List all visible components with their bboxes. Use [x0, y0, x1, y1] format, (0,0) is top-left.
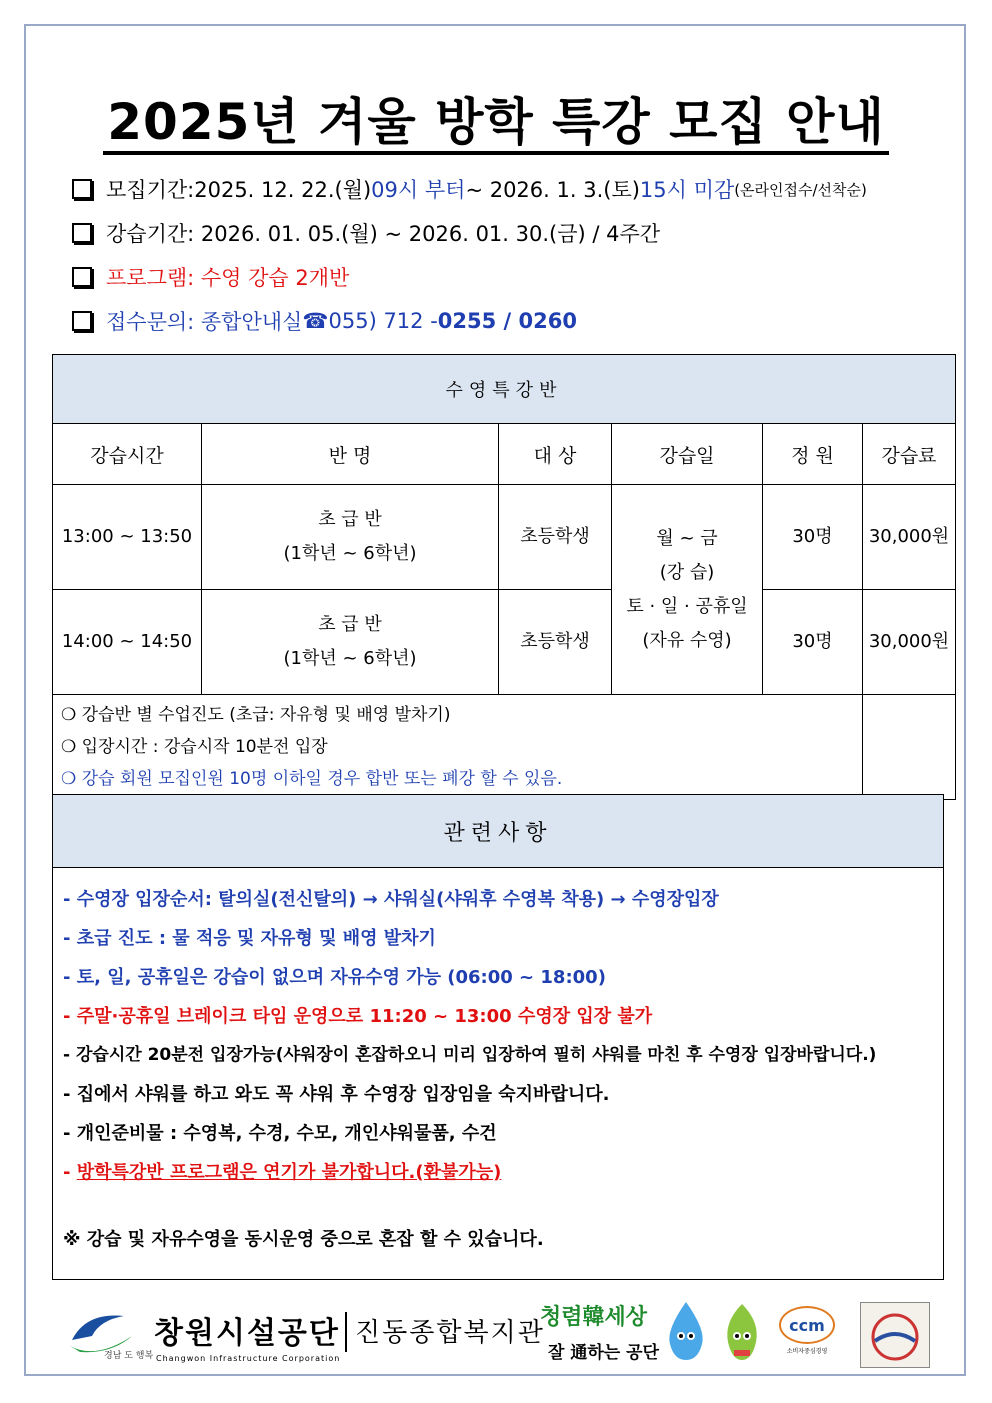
footer-divider — [345, 1312, 347, 1352]
checkbox-icon — [72, 223, 92, 243]
class-name: 초 급 반 — [318, 509, 382, 530]
class-days: 월 ~ 금 (강 습) 토 · 일 · 공휴일 (자유 수영) — [612, 485, 763, 695]
table-row — [53, 590, 956, 695]
related-info-box — [52, 794, 944, 1280]
info-program: 프로그램: 수영 강습 2개반 — [72, 262, 349, 292]
column-header: 대 상 — [499, 424, 612, 485]
related-item: - 방학특강반 프로그램은 연기가 불가합니다.(환불가능) — [63, 1162, 502, 1183]
welfare-center-name: 진동종합복지관 — [355, 1318, 545, 1348]
related-item: - 집에서 샤워를 하고 와도 꼭 샤워 후 수영장 입장임을 숙지바랍니다. — [63, 1084, 610, 1105]
mascot-drop-icon — [662, 1300, 710, 1366]
column-header: 강습일 — [612, 424, 763, 485]
note-item: ❍ 입장시간 : 강습시작 10분전 입장 — [61, 737, 328, 757]
ccm-logo: ccm 소비자중심경영 — [774, 1306, 840, 1355]
slogan-logo: 청렴韓세상 — [540, 1305, 648, 1330]
checkbox-icon — [72, 311, 92, 331]
svg-text:경남 도 행복: 경남 도 행복 — [104, 1351, 154, 1361]
class-fee: 30,000원 — [863, 590, 956, 695]
class-target: 초등학생 — [499, 485, 612, 590]
page-title: 2025년 겨울 방학 특강 모집 안내 — [0, 82, 992, 154]
note-item: ❍ 강습반 별 수업진도 (초급: 자유형 및 배영 발차기) — [61, 705, 451, 725]
class-target: 초등학생 — [499, 590, 612, 695]
class-capacity: 30명 — [763, 485, 863, 590]
table-row — [53, 485, 956, 590]
info-course-period: 강습기간: 2026. 01. 05.(월) ~ 2026. 01. 30.(금) / 4주간 — [72, 218, 660, 248]
column-header: 강습시간 — [53, 424, 202, 485]
class-grade: (1학년 ~ 6학년) — [283, 648, 417, 669]
phone-icon: ☎ — [302, 309, 329, 333]
class-name-cell — [202, 590, 499, 695]
class-time: 13:00 ~ 13:50 — [53, 485, 202, 590]
related-item: - 개인준비물 : 수영복, 수경, 수모, 개인샤워물품, 수건 — [63, 1123, 497, 1144]
checkbox-icon — [72, 179, 92, 199]
related-item: - 수영장 입장순서: 탈의실(전신탈의) → 샤워실(샤워후 수영복 착용) → 수영장입장 — [63, 889, 719, 910]
class-time: 14:00 ~ 14:50 — [53, 590, 202, 695]
related-item: - 토, 일, 공휴일은 강습이 없으며 자유수영 가능 (06:00 ~ 18:00) — [63, 967, 606, 988]
slogan-text: 잘 通하는 공단 — [548, 1343, 659, 1363]
column-header: 강습료 — [863, 424, 956, 485]
footer — [62, 1298, 942, 1370]
corp-name: 창원시설공단 — [154, 1316, 340, 1351]
swim-table-heading: 수영특강반 — [53, 355, 956, 424]
related-item: - 강습시간 20분전 입장가능(샤워장이 혼잡하오니 미리 입장하여 필히 샤워를 마친 후 수영장 입장바랍니다.) — [63, 1045, 877, 1065]
checkbox-icon — [72, 267, 92, 287]
related-heading: 관련사항 — [53, 795, 943, 868]
corp-name-en: Changwon Infrastructure Corporation — [156, 1354, 341, 1363]
certification-badge-icon — [860, 1302, 930, 1368]
related-item: - 초급 진도 : 물 적응 및 자유형 및 배영 발차기 — [63, 928, 436, 949]
class-notes — [53, 695, 863, 800]
class-name-cell — [202, 485, 499, 590]
class-name: 초 급 반 — [318, 614, 382, 635]
gyeongnam-logo-icon — [66, 1306, 154, 1362]
class-capacity: 30명 — [763, 590, 863, 695]
class-grade: (1학년 ~ 6학년) — [283, 543, 417, 564]
mascot-leaf-icon — [718, 1300, 766, 1366]
note-item: ❍ 강습 회원 모집인원 10명 이하일 경우 합반 또는 폐강 할 수 있음. — [61, 769, 563, 789]
swim-class-table — [52, 354, 956, 800]
column-header: 반 명 — [202, 424, 499, 485]
info-contact: 접수문의: 종합안내실 ☎ 055) 712 - 0255 / 0260 — [72, 306, 577, 336]
related-item: - 주말·공휴일 브레이크 타임 운영으로 11:20 ~ 13:00 수영장 입장 불가 — [63, 1006, 653, 1027]
column-header: 정 원 — [763, 424, 863, 485]
info-recruit-period: 모집기간: 2025. 12. 22.(월) 09시 부터 ~ 2026. 1. 3.(토) 15시 미감 (온라인접수/선착순) — [72, 174, 867, 204]
class-fee: 30,000원 — [863, 485, 956, 590]
related-notice: ※ 강습 및 자유수영을 동시운영 중으로 혼잡 할 수 있습니다. — [63, 1229, 544, 1250]
